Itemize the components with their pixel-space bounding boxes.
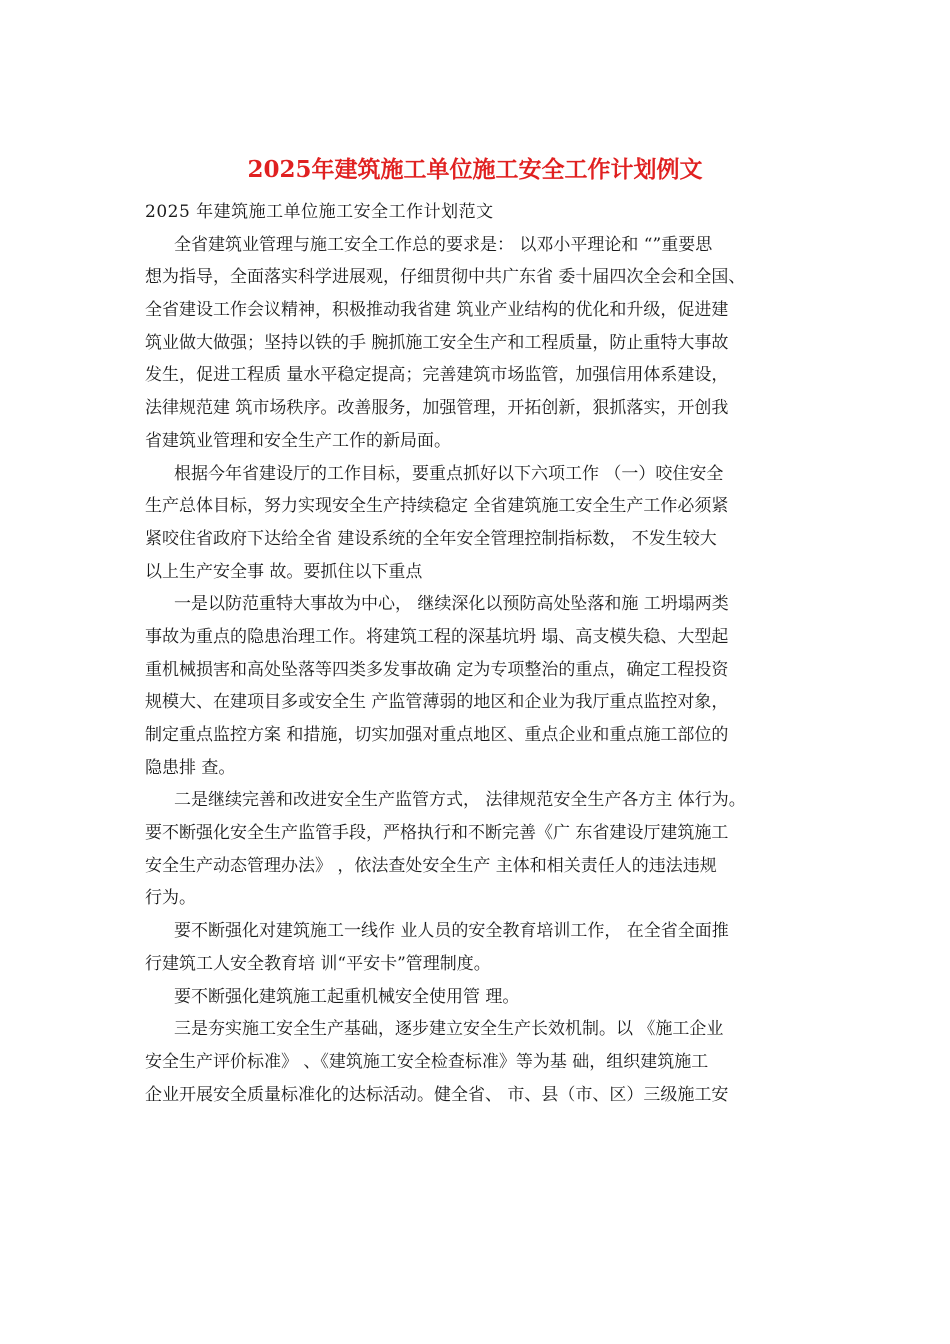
paragraph-line: 行为。 xyxy=(145,888,196,909)
paragraph-line: 制定重点监控方案 和措施，切实加强对重点地区、重点企业和重点施工部位的 xyxy=(145,725,729,745)
paragraph-2 xyxy=(145,458,817,589)
paragraph-line: 三是夯实施工安全生产基础，逐步建立安全生产长效机制。以 《施工企业 xyxy=(174,1019,724,1040)
paragraph-line: 以上生产安全事 故。要抓住以下重点 xyxy=(145,561,423,582)
paragraph-line: 要不断强化对建筑施工一线作 业人员的安全教育培训工作， 在全省全面推 xyxy=(174,921,729,942)
paragraph-line: 重机械损害和高处坠落等四类多发事故确 定为专项整治的重点，确定工程投资 xyxy=(145,659,729,680)
paragraph-7 xyxy=(145,1013,817,1111)
paragraph-3 xyxy=(145,588,817,784)
paragraph-line: 发生，促进工程质 量水平稳定提高；完善建筑市场监管，加强信用体系建设， xyxy=(145,365,729,386)
document-body xyxy=(145,196,817,1111)
paragraph-5 xyxy=(145,915,817,980)
document-subtitle: 2025 年建筑施工单位施工安全工作计划范文 xyxy=(145,202,494,222)
paragraph-line: 法律规范建 筑市场秩序。改善服务，加强管理，开拓创新，狠抓落实，开创我 xyxy=(145,398,729,419)
paragraph-line: 企业开展安全质量标准化的达标活动。健全省、 市、县（市、区）三级施工安 xyxy=(145,1084,729,1105)
paragraph-line: 行建筑工人安全教育培 训“平安卡”管理制度。 xyxy=(145,953,491,974)
paragraph-line: 安全生产评价标准》 、《建筑施工安全检查标准》等为基 础，组织建筑施工 xyxy=(145,1051,709,1072)
paragraph-line: 事故为重点的隐患治理工作。将建筑工程的深基坑坍 塌、高支模失稳、大型起 xyxy=(145,626,729,647)
paragraph-line: 筑业做大做强；坚持以铁的手 腕抓施工安全生产和工程质量，防止重特大事故 xyxy=(145,332,729,353)
paragraph-line: 要不断强化安全生产监管手段，严格执行和不断完善《广 东省建设厅建筑施工 xyxy=(145,823,729,844)
paragraph-line: 二是继续完善和改进安全生产监管方式， 法律规范安全生产各方主 体行为。 xyxy=(174,790,746,811)
paragraph-line: 一是以防范重特大事故为中心， 继续深化以预防高处坠落和施 工坍塌两类 xyxy=(174,594,729,615)
paragraph-6 xyxy=(145,981,817,1014)
paragraph-line: 要不断强化建筑施工起重机械安全使用管 理。 xyxy=(174,986,520,1007)
paragraph-line: 规模大、在建项目多或安全生 产监管薄弱的地区和企业为我厅重点监控对象， xyxy=(145,692,729,713)
paragraph-1 xyxy=(145,229,817,458)
paragraph-line: 省建筑业管理和安全生产工作的新局面。 xyxy=(145,430,451,451)
paragraph-4 xyxy=(145,784,817,915)
paragraph-line: 紧咬住省政府下达给全省 建设系统的全年安全管理控制指标数， 不发生较大 xyxy=(145,528,717,549)
paragraph-line: 根据今年省建设厅的工作目标，要重点抓好以下六项工作 （一）咬住安全 xyxy=(174,463,724,484)
paragraph-line: 生产总体目标，努力实现安全生产持续稳定 全省建筑施工安全生产工作必须紧 xyxy=(145,496,729,517)
paragraph-line: 安全生产动态管理办法》 ，依法查处安全生产 主体和相关责任人的违法违规 xyxy=(145,855,717,876)
paragraph-line: 隐患排 查。 xyxy=(145,757,236,778)
paragraph-line: 全省建筑业管理与施工安全工作总的要求是： 以邓小平理论和 “”重要思 xyxy=(174,234,713,255)
paragraph-line: 想为指导，全面落实科学进展观，仔细贯彻中共广东省 委十届四次全会和全国、 xyxy=(145,267,746,288)
document-title: 2025年建筑施工单位施工安全工作计划例文 xyxy=(247,156,703,183)
paragraph-line: 全省建设工作会议精神，积极推动我省建 筑业产业结构的优化和升级，促进建 xyxy=(145,300,729,321)
